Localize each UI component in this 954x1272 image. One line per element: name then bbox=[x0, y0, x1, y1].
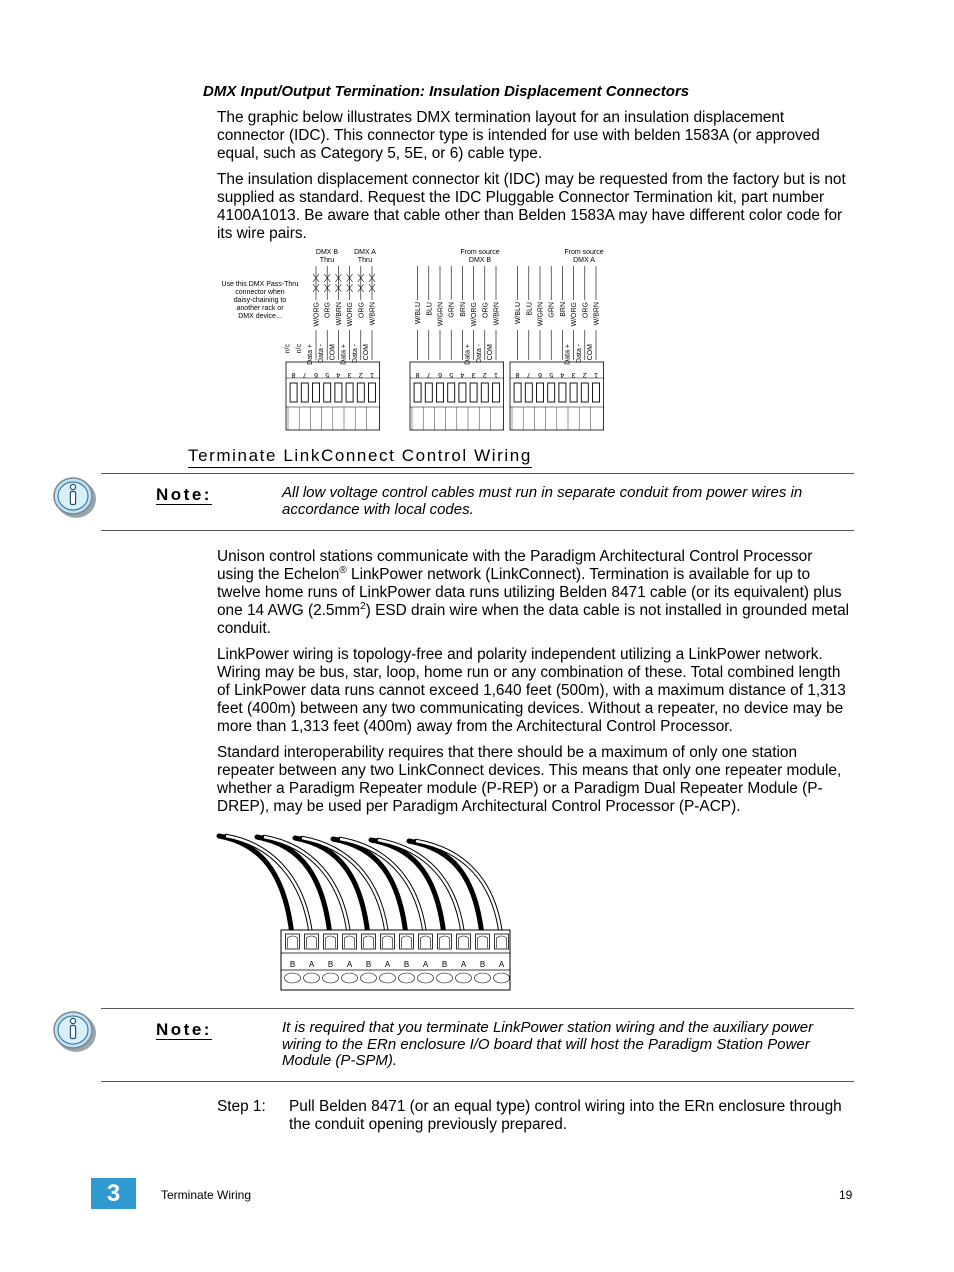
passthru-note-5: DMX device... bbox=[238, 313, 282, 320]
from-source-a-label-2: DMX A bbox=[573, 257, 595, 264]
note2-bottom-rule bbox=[101, 1081, 854, 1082]
link-section-title: Terminate LinkConnect Control Wiring bbox=[188, 446, 532, 468]
note1-bottom-rule bbox=[101, 530, 854, 531]
terminal-screw bbox=[380, 973, 396, 983]
wire-color-label: W/BRN bbox=[593, 302, 601, 326]
pin-number: 1 bbox=[494, 371, 498, 378]
wire-color-label: BRN bbox=[559, 302, 567, 317]
registered-mark: ® bbox=[339, 564, 347, 576]
p1-part3: ) ESD drain wire when the data cable is not installed in grounded metal conduit. bbox=[217, 602, 850, 637]
terminal-screw bbox=[456, 973, 472, 983]
dmx-b-thru-label-2: Thru bbox=[319, 257, 335, 264]
wire-color-label: ORG bbox=[324, 302, 332, 318]
terminal-label: B bbox=[403, 960, 410, 969]
pin-number: 3 bbox=[571, 371, 576, 378]
terminal-label: A bbox=[308, 960, 315, 969]
terminal-screw bbox=[475, 973, 491, 983]
terminal-screw bbox=[437, 973, 453, 983]
idc-connector-diagram bbox=[210, 244, 615, 434]
wire-color-label: W/ORG bbox=[313, 302, 321, 327]
dmx-a-thru-label-2: Thru bbox=[357, 257, 373, 264]
wire-color-label: W/BRN bbox=[335, 302, 343, 326]
wire-color-label: GRN bbox=[548, 302, 556, 318]
terminal-label: B bbox=[365, 960, 372, 969]
terminal-label: B bbox=[289, 960, 296, 969]
terminal-label: B bbox=[479, 960, 486, 969]
pin-number: 7 bbox=[426, 371, 431, 378]
connector-source-b bbox=[410, 266, 504, 430]
wire-color-label: ORG bbox=[582, 302, 590, 318]
note2-label: Note: bbox=[156, 1020, 212, 1039]
note1-label: Note: bbox=[156, 485, 212, 504]
pin-function-label: Data - bbox=[475, 344, 483, 364]
note1-text: All low voltage control cables must run in separate conduit from power wires in accordance with local codes. bbox=[282, 484, 803, 518]
wire-color-label: W/BLU bbox=[515, 302, 523, 325]
terminal-screw bbox=[494, 973, 510, 983]
terminal-screw bbox=[323, 973, 339, 983]
wire-color-label: ORG bbox=[358, 302, 366, 318]
pin-number: 8 bbox=[415, 371, 420, 378]
dmx-b-thru-label-1: DMX B bbox=[315, 249, 339, 256]
pin-number: 7 bbox=[526, 371, 531, 378]
pin-number: 4 bbox=[560, 371, 565, 378]
p1-part1: Unison control stations communicate with the Paradigm Architectural Control Processor using the Echelon bbox=[217, 548, 813, 583]
connector-passthru bbox=[285, 266, 380, 430]
wire-color-label: W/GRN bbox=[537, 302, 545, 327]
passthru-note-4: another rack or bbox=[236, 305, 284, 312]
wire-color-label: GRN bbox=[448, 302, 456, 318]
wire-color-label: ORG bbox=[482, 302, 490, 318]
pin-number: 6 bbox=[438, 371, 442, 378]
pin-function-label: n/c bbox=[284, 344, 292, 354]
terminal-label: B bbox=[327, 960, 334, 969]
step1-label: Step 1: bbox=[217, 1098, 266, 1115]
terminal-screw bbox=[399, 973, 415, 983]
terminal-label: B bbox=[441, 960, 448, 969]
body-paragraph-3: Standard interoperability requires that there should be a maximum of only one station repeater between any two LinkConnect devices. This means that only one repeater module, whether a Paradigm Repeater module (P-REP) or a Paradigm Dual Repeater Module (P-DREP), may be used per Paradigm Architectural Control Processor (P-ACP). bbox=[217, 744, 842, 815]
dmx-a-thru-label-1: DMX A bbox=[354, 249, 376, 256]
terminal-screw bbox=[285, 973, 301, 983]
from-source-b-label-2: DMX B bbox=[468, 257, 492, 264]
wire-color-label: BLU bbox=[526, 302, 534, 316]
wire-color-label: W/ORG bbox=[347, 302, 355, 327]
page-number: 19 bbox=[839, 1188, 853, 1202]
wire-color-label: BRN bbox=[459, 302, 467, 317]
terminal-screw bbox=[361, 973, 377, 983]
terminal-label: A bbox=[346, 960, 353, 969]
wire-color-label: W/GRN bbox=[437, 302, 445, 327]
pin-number: 2 bbox=[358, 371, 363, 378]
pin-number: 3 bbox=[471, 371, 476, 378]
pin-number: 6 bbox=[538, 371, 542, 378]
wire-color-label: W/ORG bbox=[571, 302, 579, 327]
from-source-b-label-1: From source bbox=[460, 249, 500, 256]
terminal-label: A bbox=[460, 960, 467, 969]
terminal-screw bbox=[342, 973, 358, 983]
body-paragraph-2: LinkPower wiring is topology-free and polarity independent utilizing a LinkPower network. Wiring may be bus, star, loop, home run or any combination of these. Total combined length of LinkPower data runs cannot exceed 1,640 feet (500m), with a maximum distance of 1,313 feet (400m) between any two communicating devices. Without a repeater, no device may be more than 1,313 feet (400m) away from the Architectural Control Processor. bbox=[217, 646, 846, 735]
wire-color-label: W/BRN bbox=[369, 302, 377, 326]
pin-function-label: Data + bbox=[340, 344, 348, 365]
pin-function-label: Data + bbox=[464, 344, 472, 365]
terminal-label: A bbox=[422, 960, 429, 969]
pin-function-label: Data + bbox=[307, 344, 314, 365]
pin-function-label: COM bbox=[587, 344, 594, 361]
note2-top-rule bbox=[101, 1008, 854, 1009]
cable-wire bbox=[219, 836, 293, 940]
terminal-screw bbox=[418, 973, 434, 983]
wire-color-label: W/BRN bbox=[493, 302, 501, 326]
pin-function-label: Data + bbox=[564, 344, 572, 365]
terminal-wiring-diagram bbox=[214, 828, 514, 992]
wire-color-label: W/BLU bbox=[415, 302, 423, 325]
wire-color-label: BLU bbox=[426, 302, 434, 316]
from-source-a-label-1: From source bbox=[564, 249, 604, 256]
pin-number: 5 bbox=[449, 371, 454, 378]
section-heading: DMX Input/Output Termination: Insulation Displacement Connectors bbox=[203, 83, 690, 100]
pin-number: 2 bbox=[482, 371, 487, 378]
pin-function-label: Data - bbox=[351, 344, 359, 364]
pin-number: 5 bbox=[325, 371, 330, 378]
pin-function-label: COM bbox=[487, 344, 494, 361]
pin-number: 1 bbox=[370, 371, 374, 378]
chapter-badge: 3 bbox=[91, 1178, 136, 1209]
step1-text: Pull Belden 8471 (or an equal type) control wiring into the ERn enclosure through the conduit opening previously prepared. bbox=[289, 1098, 842, 1133]
terminal-label: A bbox=[384, 960, 391, 969]
pin-number: 2 bbox=[582, 371, 587, 378]
passthru-note-3: daisy-chaining to bbox=[233, 297, 287, 304]
pin-number: 5 bbox=[549, 371, 554, 378]
passthru-note-1: Use this DMX Pass-Thru bbox=[221, 281, 299, 288]
cable-group bbox=[219, 836, 502, 940]
pin-number: 7 bbox=[302, 371, 307, 378]
squared-mark: 2 bbox=[360, 600, 366, 612]
connector-blocks bbox=[285, 266, 604, 430]
pin-number: 1 bbox=[594, 371, 598, 378]
p1-part2: LinkPower network (LinkConnect). Termination is available for up to twelve home runs of LinkPower data runs utilizing Belden 8471 cable (or its equivalent) plus one 14 AWG (2.5mm bbox=[217, 566, 842, 619]
idc-paragraph-1: The graphic below illustrates DMX termination layout for an insulation displacement connector (IDC). This connector type is intended for use with belden 1583A (or approved equal, such as Category 5, 5E, or 6) cable type. bbox=[217, 109, 820, 162]
wire-color-label: W/ORG bbox=[471, 302, 479, 327]
pin-number: 6 bbox=[314, 371, 318, 378]
pin-number: 3 bbox=[347, 371, 352, 378]
pin-number: 4 bbox=[336, 371, 341, 378]
footer-section: Terminate Wiring bbox=[161, 1188, 252, 1202]
terminal-label: A bbox=[498, 960, 505, 969]
note-icon bbox=[51, 474, 99, 525]
pin-function-label: Data - bbox=[575, 344, 583, 364]
pin-number: 4 bbox=[460, 371, 465, 378]
connector-source-a bbox=[510, 266, 604, 430]
passthru-note-2: connector when bbox=[235, 289, 285, 296]
body-paragraph-1 bbox=[217, 548, 853, 638]
pin-function-label: n/c bbox=[295, 344, 303, 354]
note-icon bbox=[51, 1008, 99, 1059]
terminal-screw bbox=[304, 973, 320, 983]
note2-text: It is required that you terminate LinkPower station wiring and the auxiliary power wiring to the ERn enclosure I/O board that will host the Paradigm Station Power Module (P-SPM). bbox=[282, 1019, 814, 1069]
note1-top-rule bbox=[101, 473, 854, 474]
pin-function-label: Data - bbox=[318, 344, 326, 364]
pin-function-label: COM bbox=[329, 344, 337, 361]
pin-number: 8 bbox=[291, 371, 296, 378]
pin-number: 8 bbox=[515, 371, 520, 378]
idc-paragraph-2: The insulation displacement connector kit (IDC) may be requested from the factory but is not supplied as standard. Request the IDC Pluggable Connector Termination kit, part number 4100A1013. Be aware that cable other than Belden 1583A may have different color code for its wire pairs. bbox=[217, 171, 846, 242]
pin-function-label: COM bbox=[363, 344, 370, 361]
